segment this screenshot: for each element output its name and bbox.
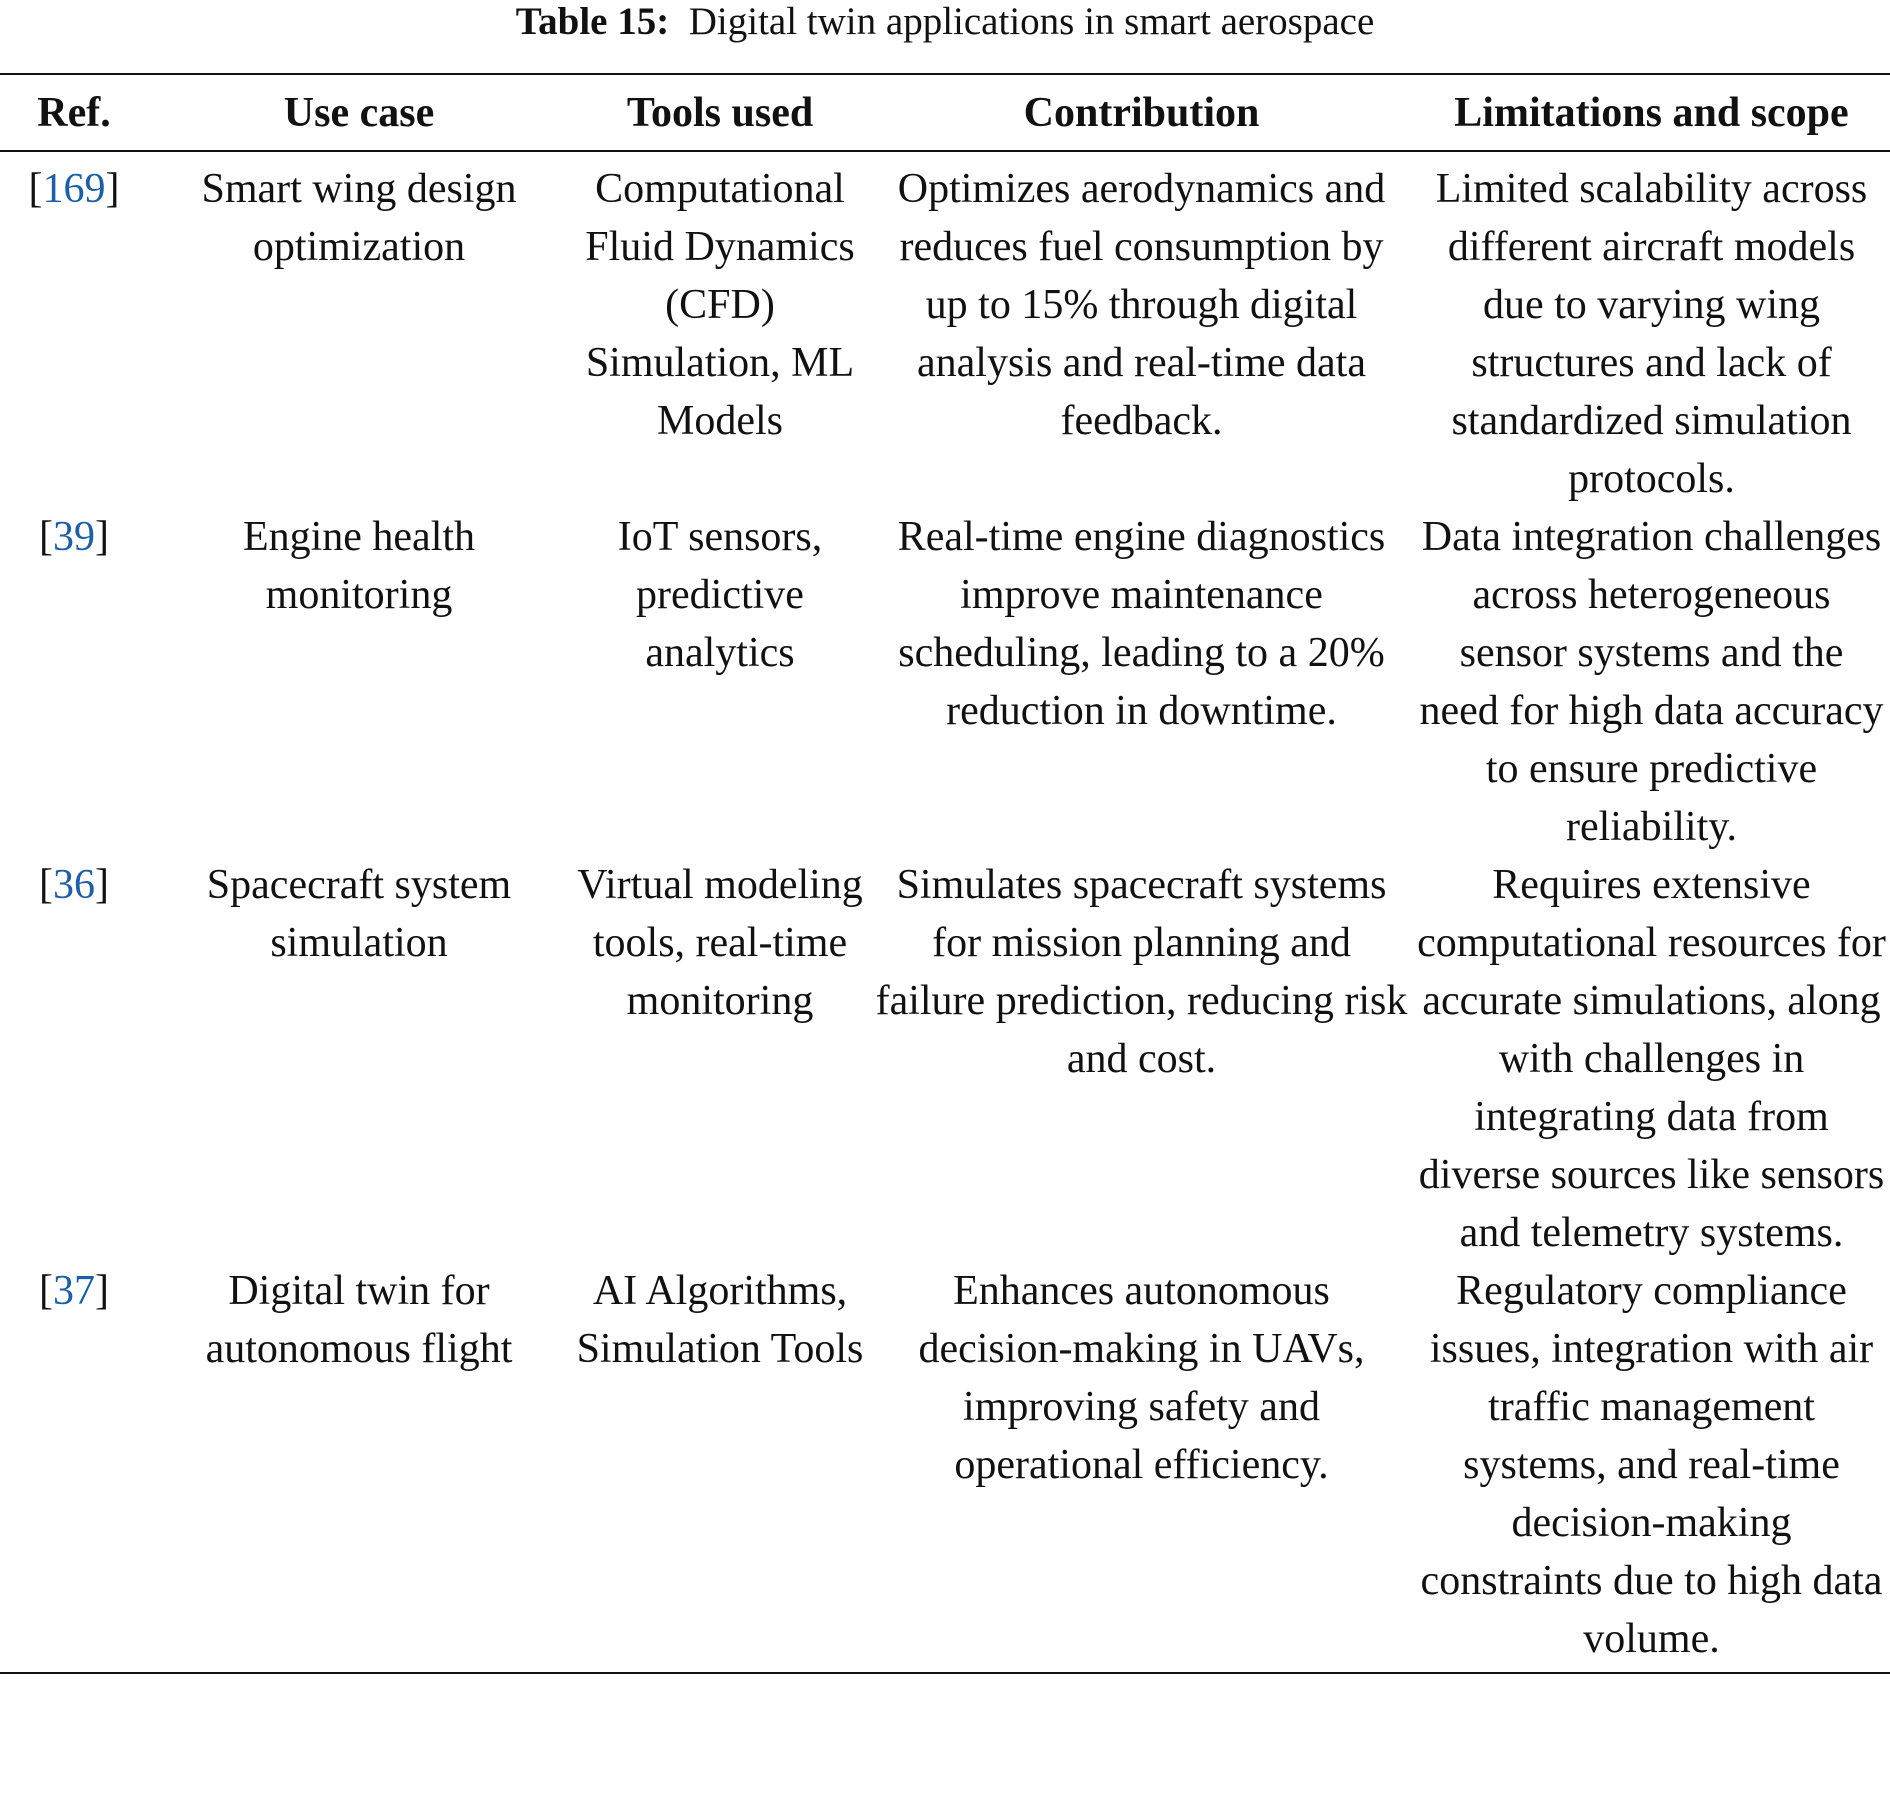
contribution-cell: Simulates spacecraft systems for mission planning and failure prediction, reducing risk and cost. [875,862,1408,1082]
tools-cell: IoT sensors, predictive analytics [617,514,823,676]
contribution-cell: Enhances autonomous decision-making in UAVs, improving safety and operational efficiency. [918,1268,1365,1488]
table-container [0,73,1890,1674]
limitations-cell: Regulatory compliance issues, integration with air traffic management systems, and real-time decision-making constraints due to high data volume. [1420,1268,1883,1662]
use-case-cell: Smart wing design optimization [201,166,517,270]
table-caption-title: Digital twin applications in smart aerospace [688,0,1375,43]
use-case-cell: Spacecraft system simulation [206,862,512,966]
tools-cell: Virtual modeling tools, real-time monitoring [577,862,863,1024]
contribution-cell: Optimizes aerodynamics and reduces fuel consumption by up to 15% through digital analysis and real-time data feedback. [897,166,1386,444]
contribution-cell: Real-time engine diagnostics improve maintenance scheduling, leading to a 20% reduction in downtime. [897,514,1386,734]
use-case-cell: Digital twin for autonomous flight [205,1268,513,1372]
limitations-cell: Limited scalability across different aircraft models due to varying wing structures and lack of standardized simulation protocols. [1435,166,1868,502]
table-caption [0,0,1890,44]
table-header-row [0,74,1890,151]
tools-cell: Computational Fluid Dynamics (CFD) Simulation, ML Models [585,166,855,444]
header-tools-used: Tools used [626,89,814,136]
ref-cell: [37] [39,1268,109,1314]
header-ref: Ref. [37,89,111,136]
ref-cell: [36] [39,862,109,908]
table-row [0,1262,1890,1673]
reference-link[interactable]: 39 [53,514,95,560]
tools-cell: AI Algorithms, Simulation Tools [576,1268,864,1372]
reference-link[interactable]: 169 [42,166,106,212]
reference-link[interactable]: 36 [53,862,95,908]
header-limitations: Limitations and scope [1454,89,1849,136]
limitations-cell: Requires extensive computational resources for accurate simulations, along with challenges in integrating data from diverse sources like sensors and telemetry systems. [1417,862,1886,1256]
table-row [0,151,1890,508]
aerospace-digital-twin-table [0,73,1890,1674]
header-contribution: Contribution [1023,89,1260,136]
ref-cell: [169] [28,166,120,212]
table-row [0,508,1890,856]
header-use-case: Use case [283,89,435,136]
use-case-cell: Engine health monitoring [242,514,476,618]
ref-cell: [39] [39,514,109,560]
limitations-cell: Data integration challenges across heterogeneous sensor systems and the need for high data accuracy to ensure predictive reliability. [1419,514,1884,850]
table-caption-label: Table 15: [515,0,670,43]
table-row [0,856,1890,1262]
reference-link[interactable]: 37 [53,1268,95,1314]
